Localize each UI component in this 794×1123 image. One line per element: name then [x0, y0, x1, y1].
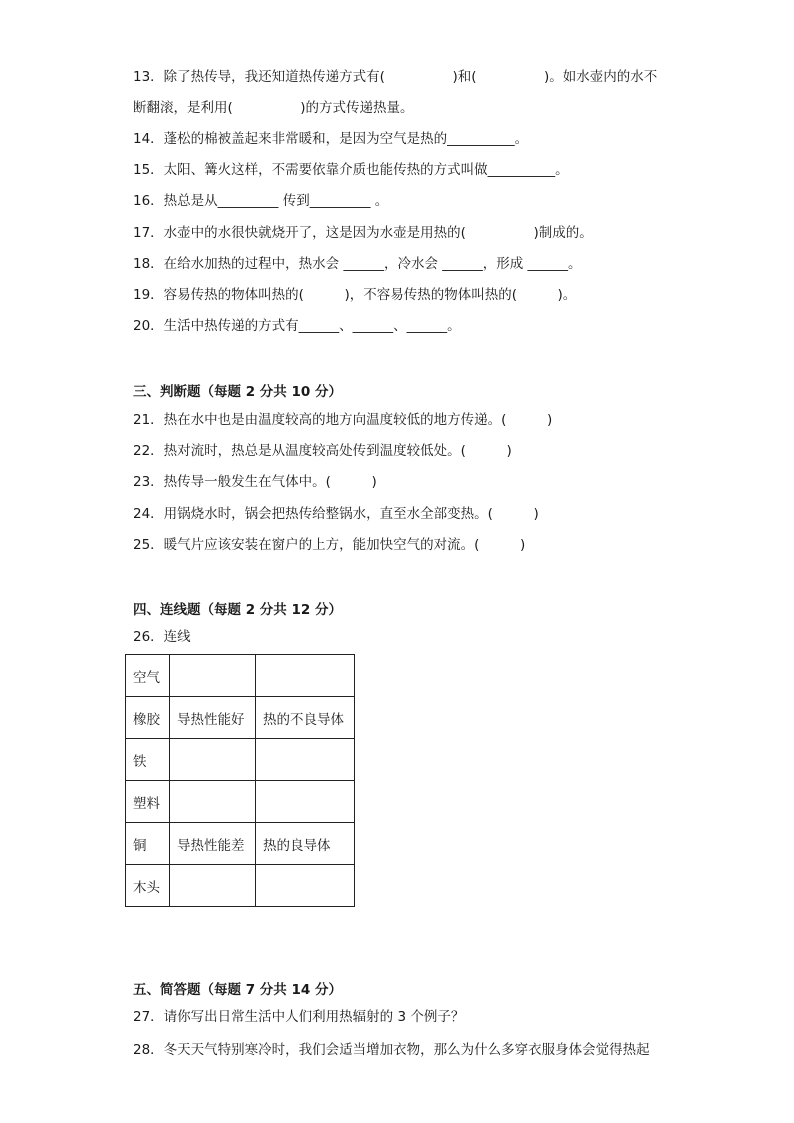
table-row — [126, 823, 355, 865]
question-15: 15．太阳、篝火这样，不需要依靠介质也能传热的方式叫做__________。 — [133, 162, 569, 178]
question-22: 22．热对流时，热总是从温度较高处传到温度较低处。( ) — [133, 443, 512, 459]
table-cell: 塑料 — [126, 781, 170, 823]
table-row — [126, 655, 355, 697]
table-cell — [170, 739, 256, 781]
question-19: 19．容易传热的物体叫热的( )，不容易传热的物体叫热的( )。 — [133, 287, 577, 303]
section-3-heading: 三、判断题（每题 2 分共 10 分） — [133, 384, 342, 400]
question-23: 23．热传导一般发生在气体中。( ) — [133, 474, 377, 490]
table-cell: 橡胶 — [126, 697, 170, 739]
table-row — [126, 739, 355, 781]
table-cell — [170, 865, 256, 907]
question-20: 20．生活中热传递的方式有______、______、______。 — [133, 318, 461, 334]
table-row — [126, 697, 355, 739]
question-17: 17．水壶中的水很快就烧开了，这是因为水壶是用热的( )制成的。 — [133, 225, 593, 241]
table-cell: 热的不良导体 — [256, 697, 355, 739]
question-13-line-2: 断翻滚，是利用( )的方式传递热量。 — [133, 100, 414, 116]
table-cell: 铜 — [126, 823, 170, 865]
question-21: 21．热在水中也是由温度较高的地方向温度较低的地方传递。( ) — [133, 412, 553, 428]
question-26: 26．连线 — [133, 629, 191, 645]
matching-table — [125, 654, 355, 907]
section-4-heading: 四、连线题（每题 2 分共 12 分） — [133, 602, 342, 618]
question-18: 18．在给水加热的过程中，热水会 ______，冷水会 ______，形成 ______。 — [133, 256, 582, 272]
table-cell: 导热性能差 — [170, 823, 256, 865]
table-cell: 铁 — [126, 739, 170, 781]
table-cell: 导热性能好 — [170, 697, 256, 739]
question-24: 24．用锅烧水时，锅会把热传给整锅水，直至水全部变热。( ) — [133, 506, 539, 522]
question-28: 28．冬天天气特别寒冷时，我们会适当增加衣物，那么为什么多穿衣服身体会觉得热起 — [133, 1042, 650, 1058]
table-cell — [170, 781, 256, 823]
question-16: 16．热总是从_________ 传到_________ 。 — [133, 193, 389, 209]
table-row — [126, 865, 355, 907]
table-cell: 木头 — [126, 865, 170, 907]
table-cell — [256, 865, 355, 907]
question-25: 25．暖气片应该安装在窗户的上方，能加快空气的对流。( ) — [133, 537, 526, 553]
table-cell — [256, 655, 355, 697]
table-cell — [170, 655, 256, 697]
table-row — [126, 781, 355, 823]
question-13-line-1: 13．除了热传导，我还知道热传递方式有( )和( )。如水壶内的水不 — [133, 69, 658, 85]
table-cell: 热的良导体 — [256, 823, 355, 865]
table-cell: 空气 — [126, 655, 170, 697]
table-cell — [256, 781, 355, 823]
table-cell — [256, 739, 355, 781]
question-14: 14．蓬松的棉被盖起来非常暖和，是因为空气是热的__________。 — [133, 131, 529, 147]
question-27: 27．请你写出日常生活中人们利用热辐射的 3 个例子？ — [133, 1009, 465, 1025]
section-5-heading: 五、简答题（每题 7 分共 14 分） — [133, 982, 342, 998]
